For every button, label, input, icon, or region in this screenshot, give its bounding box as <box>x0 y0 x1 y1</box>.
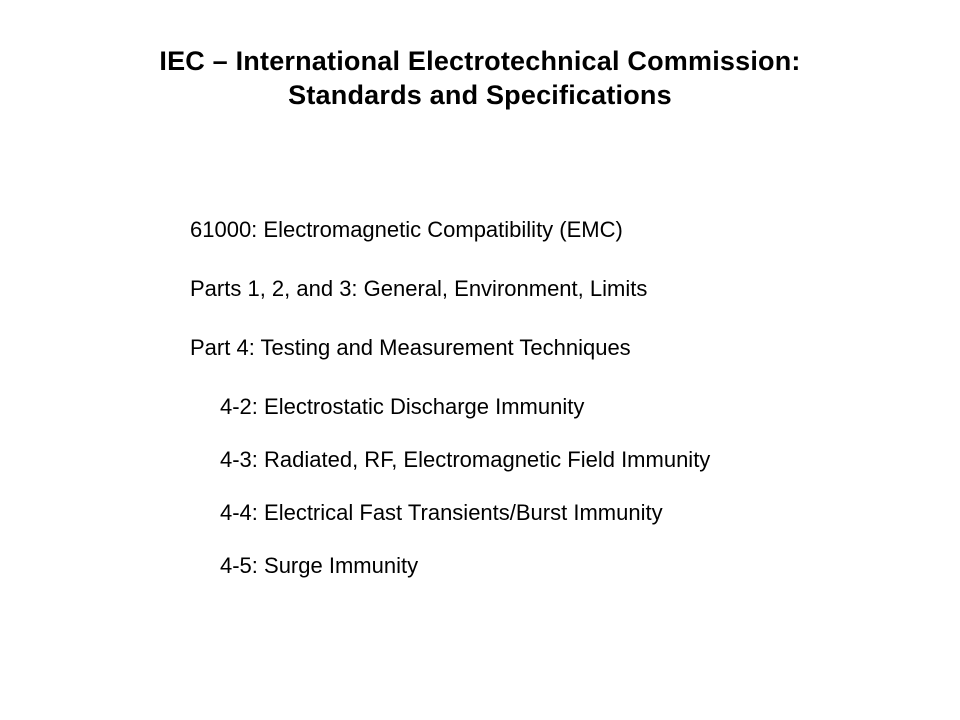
body-line-61000: 61000: Electromagnetic Compatibility (EMC) <box>190 217 623 242</box>
slide-title <box>0 44 960 112</box>
body-line-4-2: 4-2: Electrostatic Discharge Immunity <box>220 394 585 419</box>
body-line-4-3: 4-3: Radiated, RF, Electromagnetic Field Immunity <box>220 447 711 472</box>
body-line-4-5: 4-5: Surge Immunity <box>220 553 419 578</box>
body-line-part-4: Part 4: Testing and Measurement Techniques <box>190 335 631 360</box>
slide-body <box>190 218 920 607</box>
title-line-1: IEC – International Electrotechnical Commission: <box>159 46 801 76</box>
body-line-parts-1-2-3: Parts 1, 2, and 3: General, Environment, Limits <box>190 276 648 301</box>
body-line-4-4: 4-4: Electrical Fast Transients/Burst Immunity <box>220 500 663 525</box>
title-line-2: Standards and Specifications <box>288 80 672 110</box>
